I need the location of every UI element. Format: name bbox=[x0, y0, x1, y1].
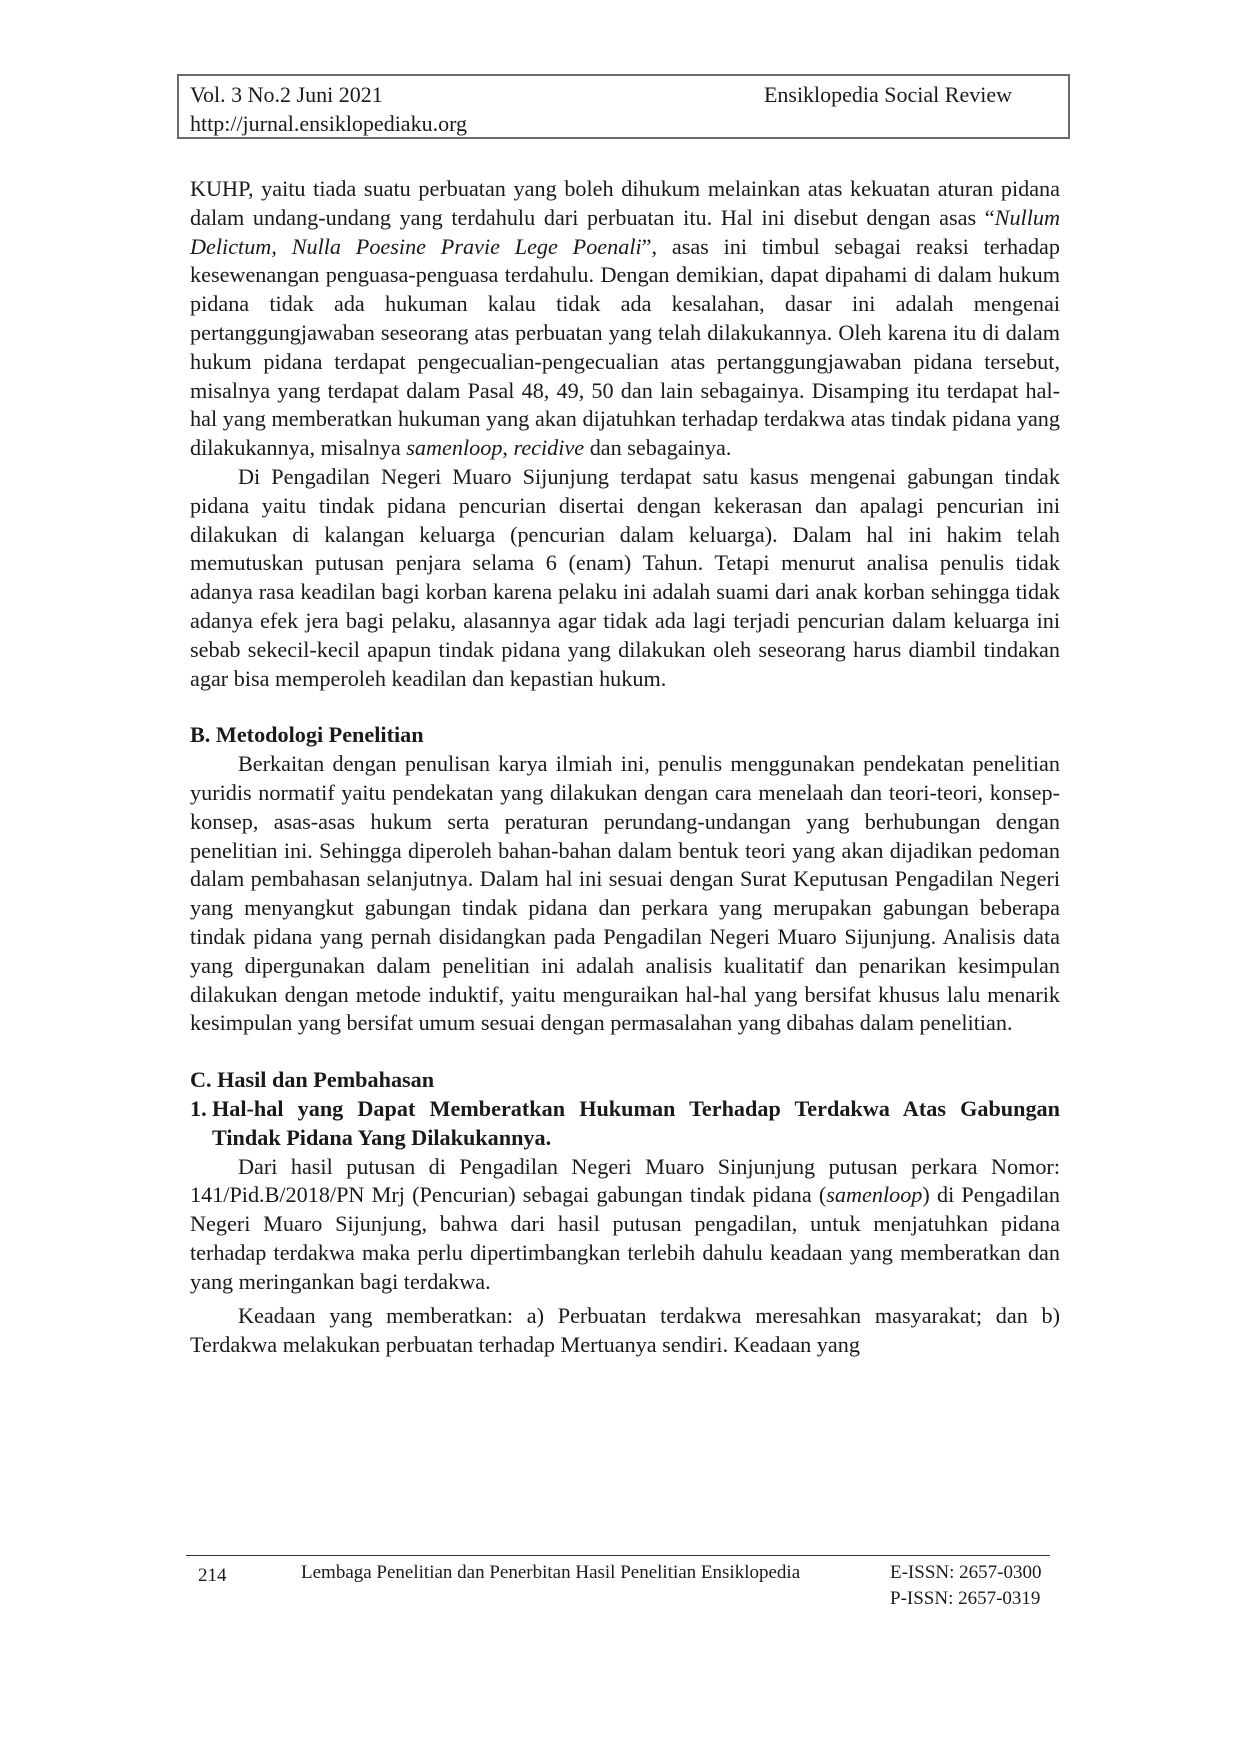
term-samenloop: samenloop bbox=[826, 1182, 923, 1208]
subsection-heading-1 bbox=[190, 1095, 1060, 1153]
latin-term: Nulla Poesine Pravie Lege Poenali bbox=[291, 233, 642, 259]
journal-url: http://jurnal.ensiklopediaku.org bbox=[190, 111, 467, 136]
term-samenloop: samenloop bbox=[406, 435, 503, 461]
page-body bbox=[190, 175, 1060, 1360]
pissn: P-ISSN: 2657-0319 bbox=[890, 1588, 1041, 1609]
paragraph-verdict: Dari hasil putusan di Pengadilan Negeri Muaro Sinjunjung putusan perkara Nomor: 141/Pid.B/2018/PN Mrj (Pencurian) sebagai gabungan tindak pidana (samenloop) di Pengadilan Negeri Muaro Sijunjung, bahwa dari hasil putusan pengadilan, untuk menjatuhkan pidana terhadap terdakwa maka perlu dipertimbangkan terlebih dahulu keadaan yang memberatkan dan yang meringankan bagi terdakwa. bbox=[190, 1153, 1060, 1294]
journal-name: Ensiklopedia Social Review bbox=[763, 82, 1012, 107]
publisher-name: Lembaga Penelitian dan Penerbitan Hasil Penelitian Ensiklopedia bbox=[301, 1562, 801, 1583]
page-number: 214 bbox=[198, 1565, 227, 1586]
volume-info: Vol. 3 No.2 Juni 2021 bbox=[190, 82, 383, 107]
section-heading-results: C. Hasil dan Pembahasan bbox=[190, 1067, 435, 1093]
eissn: E-ISSN: 2657-0300 bbox=[890, 1562, 1042, 1583]
paragraph-methodology: Berkaitan dengan penulisan karya ilmiah ini, penulis menggunakan pendekatan penelitian yuridis normatif yaitu pendekatan yang dilakukan dengan cara menelaah dan teori-teori, konsep-konsep, asas-asas hukum serta peraturan perundang-undangan yang berhubungan dengan penelitian ini. Sehingga diperoleh bahan-bahan dalam bentuk teori yang akan dijadikan pedoman dalam pembahasan selanjutnya. Dalam hal ini sesuai dengan Surat Keputusan Pengadilan Negeri yang menyangkut gabungan tindak pidana dan perkara yang merupakan gabungan beberapa tindak pidana yang pernah disidangkan pada Pengadilan Negeri Muaro Sijunjung. Analisis data yang dipergunakan dalam penelitian ini adalah analisis kualitatif dan penarikan kesimpulan dilakukan dengan metode induktif, yaitu menguraikan hal-hal yang bersifat khusus lalu menarik kesimpulan yang bersifat umum sesuai dengan permasalahan yang dibahas dalam penelitian. bbox=[190, 751, 1060, 1036]
footer-divider bbox=[186, 1555, 1050, 1556]
subsection-title: Hal-hal yang Dapat Memberatkan Hukuman Terhadap Terdakwa Atas Gabungan Tindak Pidana Yang Dilakukannya. bbox=[212, 1095, 1060, 1150]
paragraph-case: Di Pengadilan Negeri Muaro Sijunjung terdapat satu kasus mengenai gabungan tindak pidana yaitu tindak pidana pencurian disertai dengan kekerasan dan apalagi pencurian ini dilakukan di kalangan keluarga (pencurian dalam keluarga). Dalam hal ini hakim telah memutuskan putusan penjara selama 6 (enam) Tahun. Tetapi menurut analisa penulis tidak adanya rasa keadilan bagi korban karena pelaku ini adalah suami dari anak korban sehingga tidak adanya efek jera bagi pelaku, alasannya agar tidak ada lagi terjadi pencurian dalam keluarga ini sebab sekecil-kecil apapun tindak pidana yang dilakukan oleh seseorang harus diambil tindakan agar bisa memperoleh keadilan dan kepastian hukum. bbox=[190, 463, 1060, 691]
section-heading-methodology: B. Metodologi Penelitian bbox=[190, 722, 424, 748]
latin-term: Nullum Delictum bbox=[190, 204, 1060, 259]
running-header bbox=[177, 74, 1070, 139]
paragraph-aggravating: Keadaan yang memberatkan: a) Perbuatan terdakwa meresahkan masyarakat; dan b) Terdakwa melakukan perbuatan terhadap Mertuanya sendiri. Keadaan yang bbox=[190, 1303, 1060, 1358]
paragraph-kuhp: KUHP, yaitu tiada suatu perbuatan yang boleh dihukum melainkan atas kekuatan aturan pidana dalam undang-undang yang terdahulu dari perbuatan itu. Hal ini disebut dengan asas “Nullum Delictum, Nulla Poesine Pravie Lege Poenali”, asas ini timbul sebagai reaksi terhadap kesewenangan penguasa-penguasa terdahulu. Dengan demikian, dapat dipahami di dalam hukum pidana tidak ada hukuman kalau tidak ada kesalahan, dasar ini adalah mengenai pertanggungjawaban seseorang atas perbuatan yang telah dilakukannya. Oleh karena itu di dalam hukum pidana terdapat pengecualian-pengecualian atas pertanggungjawaban pidana tersebut, misalnya yang terdapat dalam Pasal 48, 49, 50 dan lain sebagainya. Disamping itu terdapat hal-hal yang memberatkan hukuman yang akan dijatuhkan terhadap terdakwa atas tindak pidana yang dilakukannya, misalnya samenloop, recidive dan sebagainya. bbox=[190, 176, 1060, 461]
term-recidive: recidive bbox=[513, 435, 585, 461]
subsection-number: 1. bbox=[190, 1095, 207, 1121]
